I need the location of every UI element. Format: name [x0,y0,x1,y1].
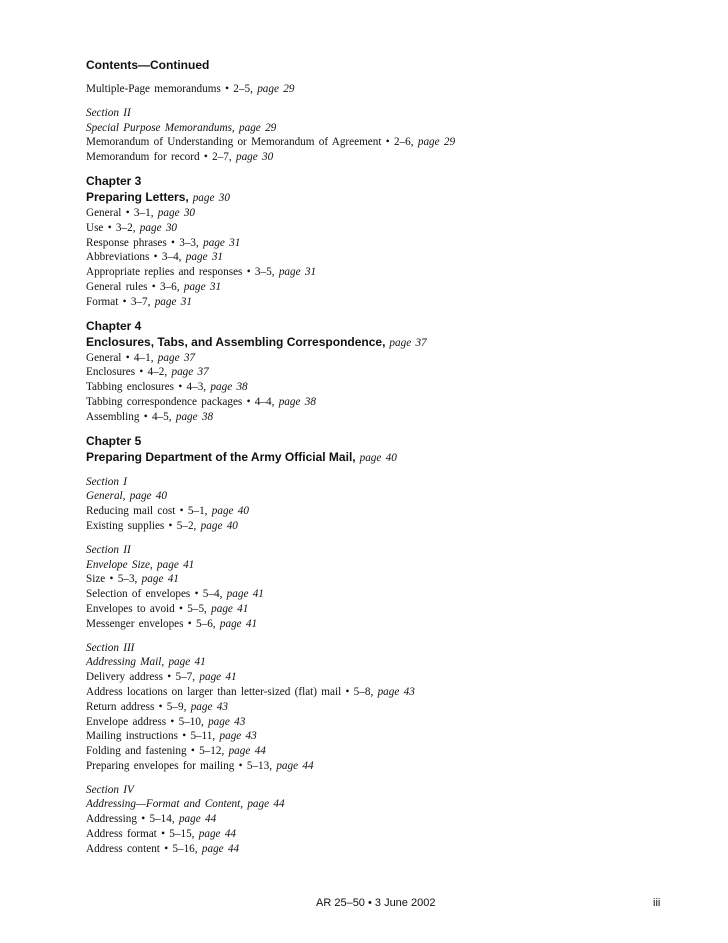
spacer [86,97,686,106]
section-label: Section II [86,106,131,119]
section-title: General, page 40 [86,490,167,503]
toc-entry-page: page 37 [157,351,196,364]
chapter-block [86,174,686,310]
toc-entry-text: Appropriate replies and responses • 3–5, [86,266,275,279]
toc-entry [86,221,686,236]
toc-entry-page: page 31 [154,295,192,308]
toc-entry [86,265,686,280]
spacer [86,165,686,174]
section-label: Section II [86,543,131,556]
section-label: Section IV [86,783,134,796]
toc-entry-page: page 29 [257,83,295,95]
toc-entry-page: page 44 [178,813,217,826]
chapter-label: Chapter 3 [86,173,142,188]
chapter-title: Enclosures, Tabs, and Assembling Correspondence, [86,334,386,349]
toc-entry-page: page 44 [228,745,266,758]
toc-entry-text: Tabbing correspondence packages • 4–4, [86,395,275,408]
toc-entry [86,572,686,587]
toc-entry-page: page 31 [278,266,317,279]
toc-entry-text: Multiple-Page memorandums • 2–5, [86,83,253,95]
toc-entry-page: page 30 [139,221,178,234]
spacer [86,466,686,475]
toc-entry-text: Reducing mail cost • 5–1, [86,505,208,518]
toc-entry [86,759,686,774]
toc-entry-text: Existing supplies • 5–2, [86,519,197,532]
toc-entry-page: page 41 [226,588,264,601]
toc-entry [86,295,686,310]
chapter-title: Preparing Letters, [86,189,189,204]
toc-page [86,58,686,857]
page-footer [0,897,728,913]
toc-entry [86,685,686,700]
toc-entry-text: Mailing instructions • 5–11, [86,730,216,743]
chapter-label: Chapter 4 [86,318,142,333]
toc-entry-page: page 30 [157,206,196,219]
toc-entry [86,715,686,730]
toc-entry-text: Enclosures • 4–2, [86,366,168,379]
section-block [86,783,686,857]
toc-entry [86,380,686,395]
footer-document-id: AR 25–50 • 3 June 2002 [316,897,436,909]
spacer [86,425,686,434]
spacer [86,632,686,641]
section-label: Section I [86,475,127,488]
toc-entry-text: Use • 3–2, [86,221,136,234]
toc-entry-page: page 41 [199,671,237,684]
toc-entry [86,670,686,685]
toc-entry-text: Assembling • 4–5, [86,410,172,423]
toc-entry [86,602,686,617]
toc-entry [86,744,686,759]
toc-entry-text: Delivery address • 5–7, [86,671,196,684]
toc-entry [86,519,686,534]
toc-entry-page: page 37 [171,366,209,379]
toc-entry [86,236,686,251]
footer-page-number: iii [653,897,661,909]
chapter-block [86,319,686,425]
toc-entry-text: Memorandum of Understanding or Memorandum of Agreement • 2–6, [86,136,414,149]
toc-entry-text: Address locations on larger than letter-sized (flat) mail • 5–8, [86,685,374,698]
toc-entry-page: page 31 [183,280,222,293]
chapter-title-line [86,449,686,466]
toc-entry [86,700,686,715]
toc-entry [86,365,686,380]
toc-entry-text: Messenger envelopes • 5–6, [86,617,216,630]
toc-entry-page: page 31 [203,236,241,249]
toc-entry-text: Format • 3–7, [86,295,151,308]
toc-entry-text: Return address • 5–9, [86,700,187,713]
toc-entry [86,827,686,842]
toc-entry-text: Selection of envelopes • 5–4, [86,588,223,601]
section-block [86,641,686,774]
toc-entry-text: Address content • 5–16, [86,842,198,855]
toc-entry-page: page 40 [200,519,238,532]
toc-entry-text: Envelope address • 5–10, [86,715,204,728]
toc-entry [86,250,686,265]
toc-entry [86,729,686,744]
section-title: Addressing Mail, page 41 [86,656,206,669]
toc-entry [86,150,686,165]
toc-entry-page: page 44 [201,842,240,855]
toc-entry-page: page 43 [377,685,415,698]
toc-entry [86,206,686,221]
contents-header: Contents—Continued [86,58,210,72]
section-block [86,543,686,632]
toc-entry-text: Tabbing enclosures • 4–3, [86,381,207,394]
toc-entry [86,587,686,602]
toc-entry [86,617,686,632]
toc-entry-text: Response phrases • 3–3, [86,236,199,249]
spacer [86,534,686,543]
toc-entry-text: Folding and fastening • 5–12, [86,745,225,758]
intro-entries [86,82,686,97]
toc-entry-text: Size • 5–3, [86,573,138,586]
spacer [86,73,686,82]
toc-entry-page: page 38 [175,410,214,423]
section-title: Addressing—Format and Content, page 44 [86,798,285,811]
toc-entry-page: page 38 [210,381,248,394]
toc-groups [86,97,686,857]
toc-entry-page: page 38 [278,395,316,408]
toc-entry-text: General • 3–1, [86,206,154,219]
chapter-page: page 30 [192,191,230,204]
toc-entry [86,812,686,827]
chapter-title: Preparing Department of the Army Official Mail, [86,449,356,464]
toc-entry-text: Memorandum for record • 2–7, [86,151,232,164]
toc-entry [86,842,686,857]
toc-entry-text: General • 4–1, [86,351,154,364]
toc-entry [86,504,686,519]
toc-entry-text: Address format • 5–15, [86,828,195,841]
toc-entry [86,280,686,295]
toc-entry [86,395,686,410]
chapter-title-line [86,189,686,206]
toc-entry-page: page 30 [235,151,274,164]
toc-entry-page: page 41 [211,602,249,615]
toc-entry-page: page 40 [211,505,249,518]
section-label: Section III [86,641,135,654]
toc-entry [86,135,686,150]
toc-entry-page: page 43 [219,730,257,743]
chapter-block [86,434,686,466]
toc-entry [86,351,686,366]
section-title: Envelope Size, page 41 [86,558,195,571]
toc-entry-page: page 41 [219,617,258,630]
toc-entry-page: page 41 [141,573,179,586]
toc-entry-page: page 44 [276,759,314,772]
section-title: Special Purpose Memorandums, page 29 [86,121,277,134]
spacer [86,310,686,319]
chapter-page: page 40 [359,451,397,464]
chapter-label: Chapter 5 [86,433,142,448]
toc-entry-text: Abbreviations • 3–4, [86,251,182,264]
toc-entry-text: Preparing envelopes for mailing • 5–13, [86,759,273,772]
toc-entry [86,82,686,97]
toc-entry-page: page 43 [208,715,246,728]
section-block [86,475,686,534]
chapter-page: page 37 [389,336,427,349]
toc-entry-page: page 29 [417,136,456,149]
toc-entry-page: page 44 [198,828,236,841]
spacer [86,774,686,783]
toc-entry-text: Addressing • 5–14, [86,813,175,826]
toc-entry-text: General rules • 3–6, [86,280,180,293]
toc-entry-page: page 43 [190,700,228,713]
section-block [86,106,686,165]
toc-entry-text: Envelopes to avoid • 5–5, [86,602,207,615]
toc-entry-page: page 31 [185,251,224,264]
chapter-title-line [86,334,686,351]
toc-entry [86,410,686,425]
